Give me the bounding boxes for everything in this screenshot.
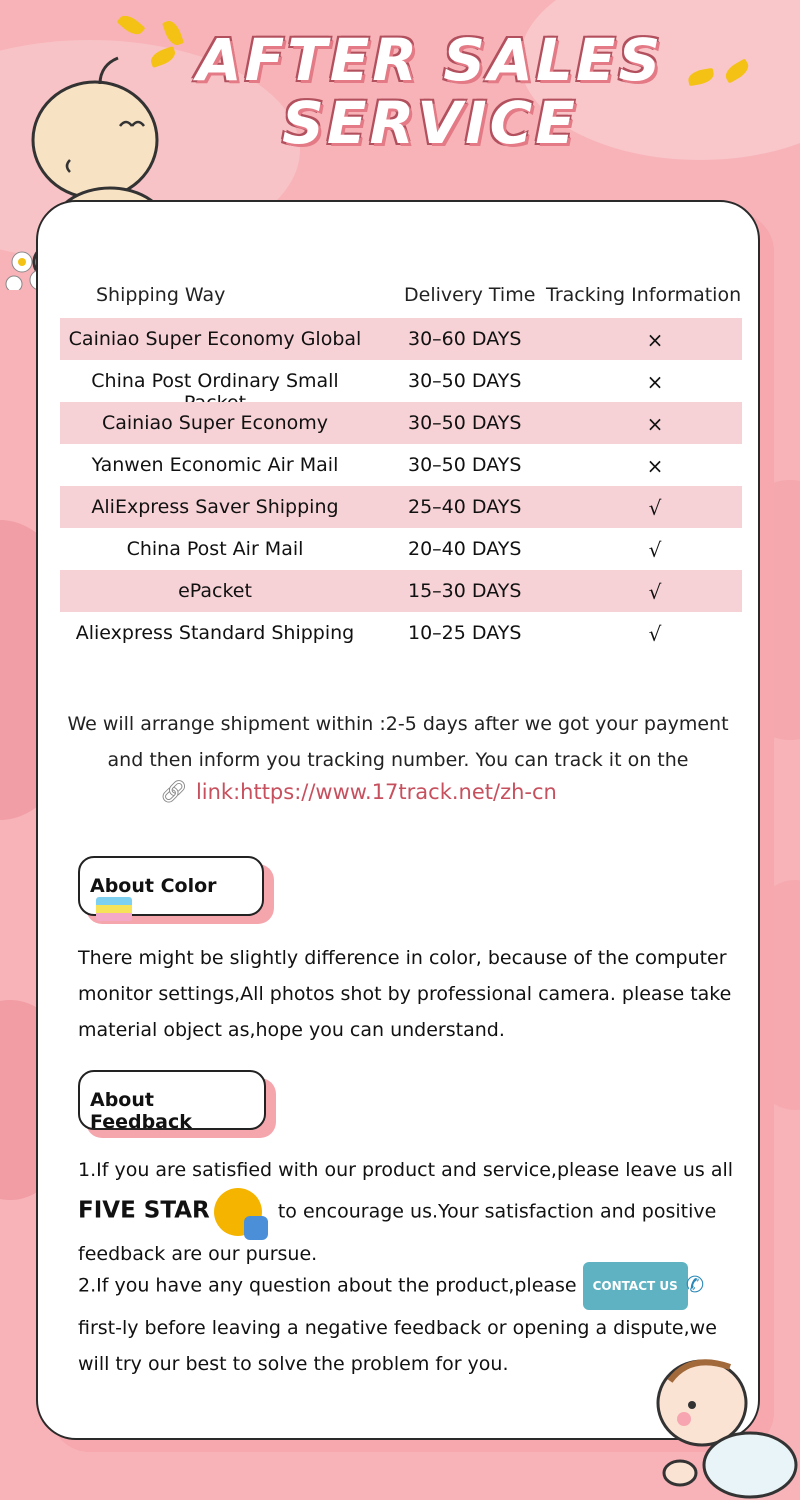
delivery-time-cell: 20–40 DAYS	[408, 538, 522, 560]
color-swatch-icon	[96, 897, 132, 921]
table-row	[60, 318, 742, 360]
shipment-line-2: and then inform you tracking number. You can track it on the	[107, 749, 689, 771]
table-row	[60, 570, 742, 612]
shipping-way-cell: ePacket	[178, 580, 252, 602]
feedback-p1-end: to encourage us.Your satisfaction and positive feedback are our pursue.	[78, 1200, 717, 1265]
feedback-paragraph-1	[78, 1152, 738, 1272]
header-delivery-time: Delivery Time	[404, 284, 536, 306]
crawling-baby-illustration	[640, 1345, 800, 1500]
about-color-text: There might be slightly difference in color, because of the computer monitor settings,All photos shot by professional camera. please take material object as,hope you can understand.	[78, 947, 732, 1041]
tracking-cell: √	[648, 580, 662, 604]
tracking-cell: ×	[646, 412, 664, 436]
tracking-link[interactable]	[160, 780, 660, 805]
thumbs-up-icon	[244, 1216, 268, 1240]
feedback-p2-end: first-ly before leaving a negative feedback or opening a dispute,we will try our best to solve the problem for you.	[78, 1317, 717, 1375]
about-feedback-heading	[78, 1070, 266, 1133]
table-row	[60, 486, 742, 528]
link-chain-icon: 🔗︎	[160, 780, 188, 805]
table-row	[60, 612, 742, 654]
header-shipping-way: Shipping Way	[96, 284, 226, 306]
table-row	[60, 402, 742, 444]
delivery-time-cell: 30–60 DAYS	[408, 328, 522, 350]
smiley-thumbs-up-icon	[214, 1188, 262, 1236]
table-header	[60, 274, 742, 318]
tracking-cell: √	[648, 622, 662, 646]
shipping-way-cell: China Post Air Mail	[126, 538, 304, 560]
contact-us-button[interactable]: CONTACT US	[583, 1262, 688, 1310]
shipping-table	[60, 274, 742, 654]
header-tracking-info: Tracking Information	[546, 284, 742, 306]
delivery-time-cell: 30–50 DAYS	[408, 370, 522, 392]
shipping-way-cell: Yanwen Economic Air Mail	[91, 454, 339, 476]
shipping-way-cell: Cainiao Super Economy	[101, 412, 328, 434]
title-line-1: AFTER SALES	[196, 26, 664, 94]
feedback-p1-start: 1.If you are satisfied with our product and service,please leave us all	[78, 1159, 734, 1181]
about-color-label: About Color	[90, 875, 217, 897]
shipping-way-cell: China Post Ordinary Small	[91, 370, 339, 392]
tracking-cell: √	[648, 538, 662, 562]
shipment-line-1: We will arrange shipment within :2-5 days after we got your payment	[67, 713, 729, 735]
delivery-time-cell: 30–50 DAYS	[408, 454, 522, 476]
shipping-way-cell: Cainiao Super Economy Global	[68, 328, 362, 350]
leaf-icon	[117, 11, 146, 38]
delivery-time-cell: 30–50 DAYS	[408, 412, 522, 434]
tracking-cell: ×	[646, 370, 664, 394]
tracking-cell: ×	[646, 328, 664, 352]
delivery-time-cell: 10–25 DAYS	[408, 622, 522, 644]
delivery-time-cell: 15–30 DAYS	[408, 580, 522, 602]
feedback-paragraph-2	[78, 1262, 738, 1382]
tracking-cell: ×	[646, 454, 664, 478]
five-star-label: FIVE STAR	[78, 1197, 210, 1224]
shipping-way-cell: AliExpress Saver Shipping	[91, 496, 339, 518]
page-title	[150, 26, 710, 157]
about-color-heading	[78, 856, 264, 916]
phone-icon: ✆	[685, 1273, 705, 1298]
table-row	[60, 528, 742, 570]
title-line-2: SERVICE	[282, 88, 578, 157]
table-row	[60, 444, 742, 486]
shipment-info	[60, 706, 736, 778]
tracking-cell: √	[648, 496, 662, 520]
shipping-way-cell: Aliexpress Standard Shipping	[75, 622, 355, 644]
about-feedback-label: About Feedback	[90, 1089, 192, 1133]
feedback-p2-start: 2.If you have any question about the product,please	[78, 1274, 577, 1297]
tracking-link-text[interactable]: link:https://www.17track.net/zh-cn	[195, 780, 557, 804]
delivery-time-cell: 25–40 DAYS	[408, 496, 522, 518]
table-row	[60, 360, 742, 402]
